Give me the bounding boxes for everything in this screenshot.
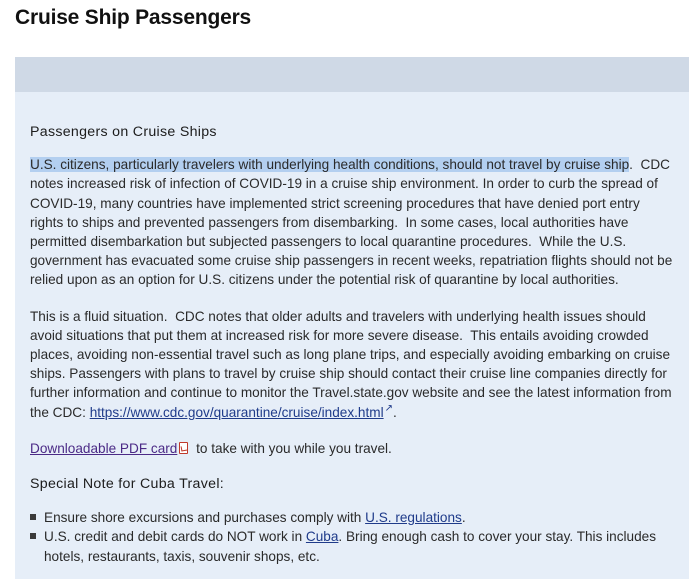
pdf-link-description: to take with you while you travel. — [192, 440, 392, 456]
pdf-icon — [179, 442, 188, 454]
paragraph-cruise-warning — [30, 155, 675, 289]
list-item — [30, 527, 675, 565]
content-panel — [15, 57, 689, 579]
list-item — [30, 508, 675, 527]
paragraph-text: This is a fluid situation. CDC notes that older adults and travelers with underlying health issues should avoid situations that put them at increased risk for more severe disease. This entails avoiding crowded places, avoiding non-essential travel such as long plane trips, and especially avoiding embarking on cruise ships. Passengers with plans to travel by cruise ship should contact their cruise line companies directly for further information and continue to monitor the Travel.state.gov website and see the latest information from the CDC: — [30, 308, 676, 420]
panel-header-bar — [15, 57, 689, 92]
list-item-text: . — [461, 510, 466, 526]
section-heading-cuba: Special Note for Cuba Travel: — [30, 476, 225, 493]
page-title: Cruise Ship Passengers — [15, 6, 252, 29]
cdc-cruise-link[interactable]: https://www.cdc.gov/quarantine/cruise/index.html — [89, 404, 384, 420]
sentence-period: . — [629, 157, 633, 173]
square-bullet-icon — [30, 514, 36, 520]
selected-text[interactable]: U.S. citizens, particularly travelers with underlying health conditions, should not travel by cruise ship — [30, 157, 630, 173]
paragraph-fluid-situation: This is a fluid situation. CDC notes that older adults and travelers with underlying health issues should avoid situations that put them at increased risk for more severe disease. This entails avoiding crowded places, avoiding non-essential travel such as long plane trips, and especially avoiding embarking on cruise ships. Passengers with plans to travel by cruise ship should contact their cruise line companies directly for further information and continue to monitor the Travel.state.gov website and see the latest information from the CDC: https://www.cdc.gov/quarantine/cruise/index.html↗. — [30, 308, 676, 420]
paragraph-text: CDC notes increased risk of infection of COVID-19 in a cruise ship environment. In order to curb the spread of COVID-19, many countries have implemented strict screening procedures that have denied port entry rights to ships and prevented passengers from disembarking. In some cases, local authorities have permitted disembarkation but subjected passengers to local quarantine procedures. While the U.S. government has evacuated some cruise ship passengers in recent weeks, repatriation flights should not be relied upon as an option for U.S. citizens under the potential risk of quarantine by local authorities. — [30, 157, 677, 288]
us-regulations-link[interactable]: U.S. regulations — [365, 510, 462, 526]
paragraph-pdf — [30, 439, 675, 458]
square-bullet-icon — [30, 533, 36, 539]
list-item-text: Ensure shore excursions and purchases comply with — [44, 510, 366, 526]
list-item-text: U.S. credit and debit cards do NOT work in — [44, 529, 306, 545]
cuba-link[interactable]: Cuba — [305, 529, 339, 545]
panel-body — [30, 123, 675, 566]
section-heading-cruise: Passengers on Cruise Ships — [30, 124, 217, 140]
paragraph-end: . — [393, 404, 397, 420]
list-item-text: . Bring enough cash to cover your stay. This includes hotels, restaurants, taxis, souvenir shops, etc. — [44, 529, 657, 564]
pdf-card-link[interactable]: Downloadable PDF card — [30, 440, 178, 456]
cuba-notes-list — [30, 508, 675, 566]
